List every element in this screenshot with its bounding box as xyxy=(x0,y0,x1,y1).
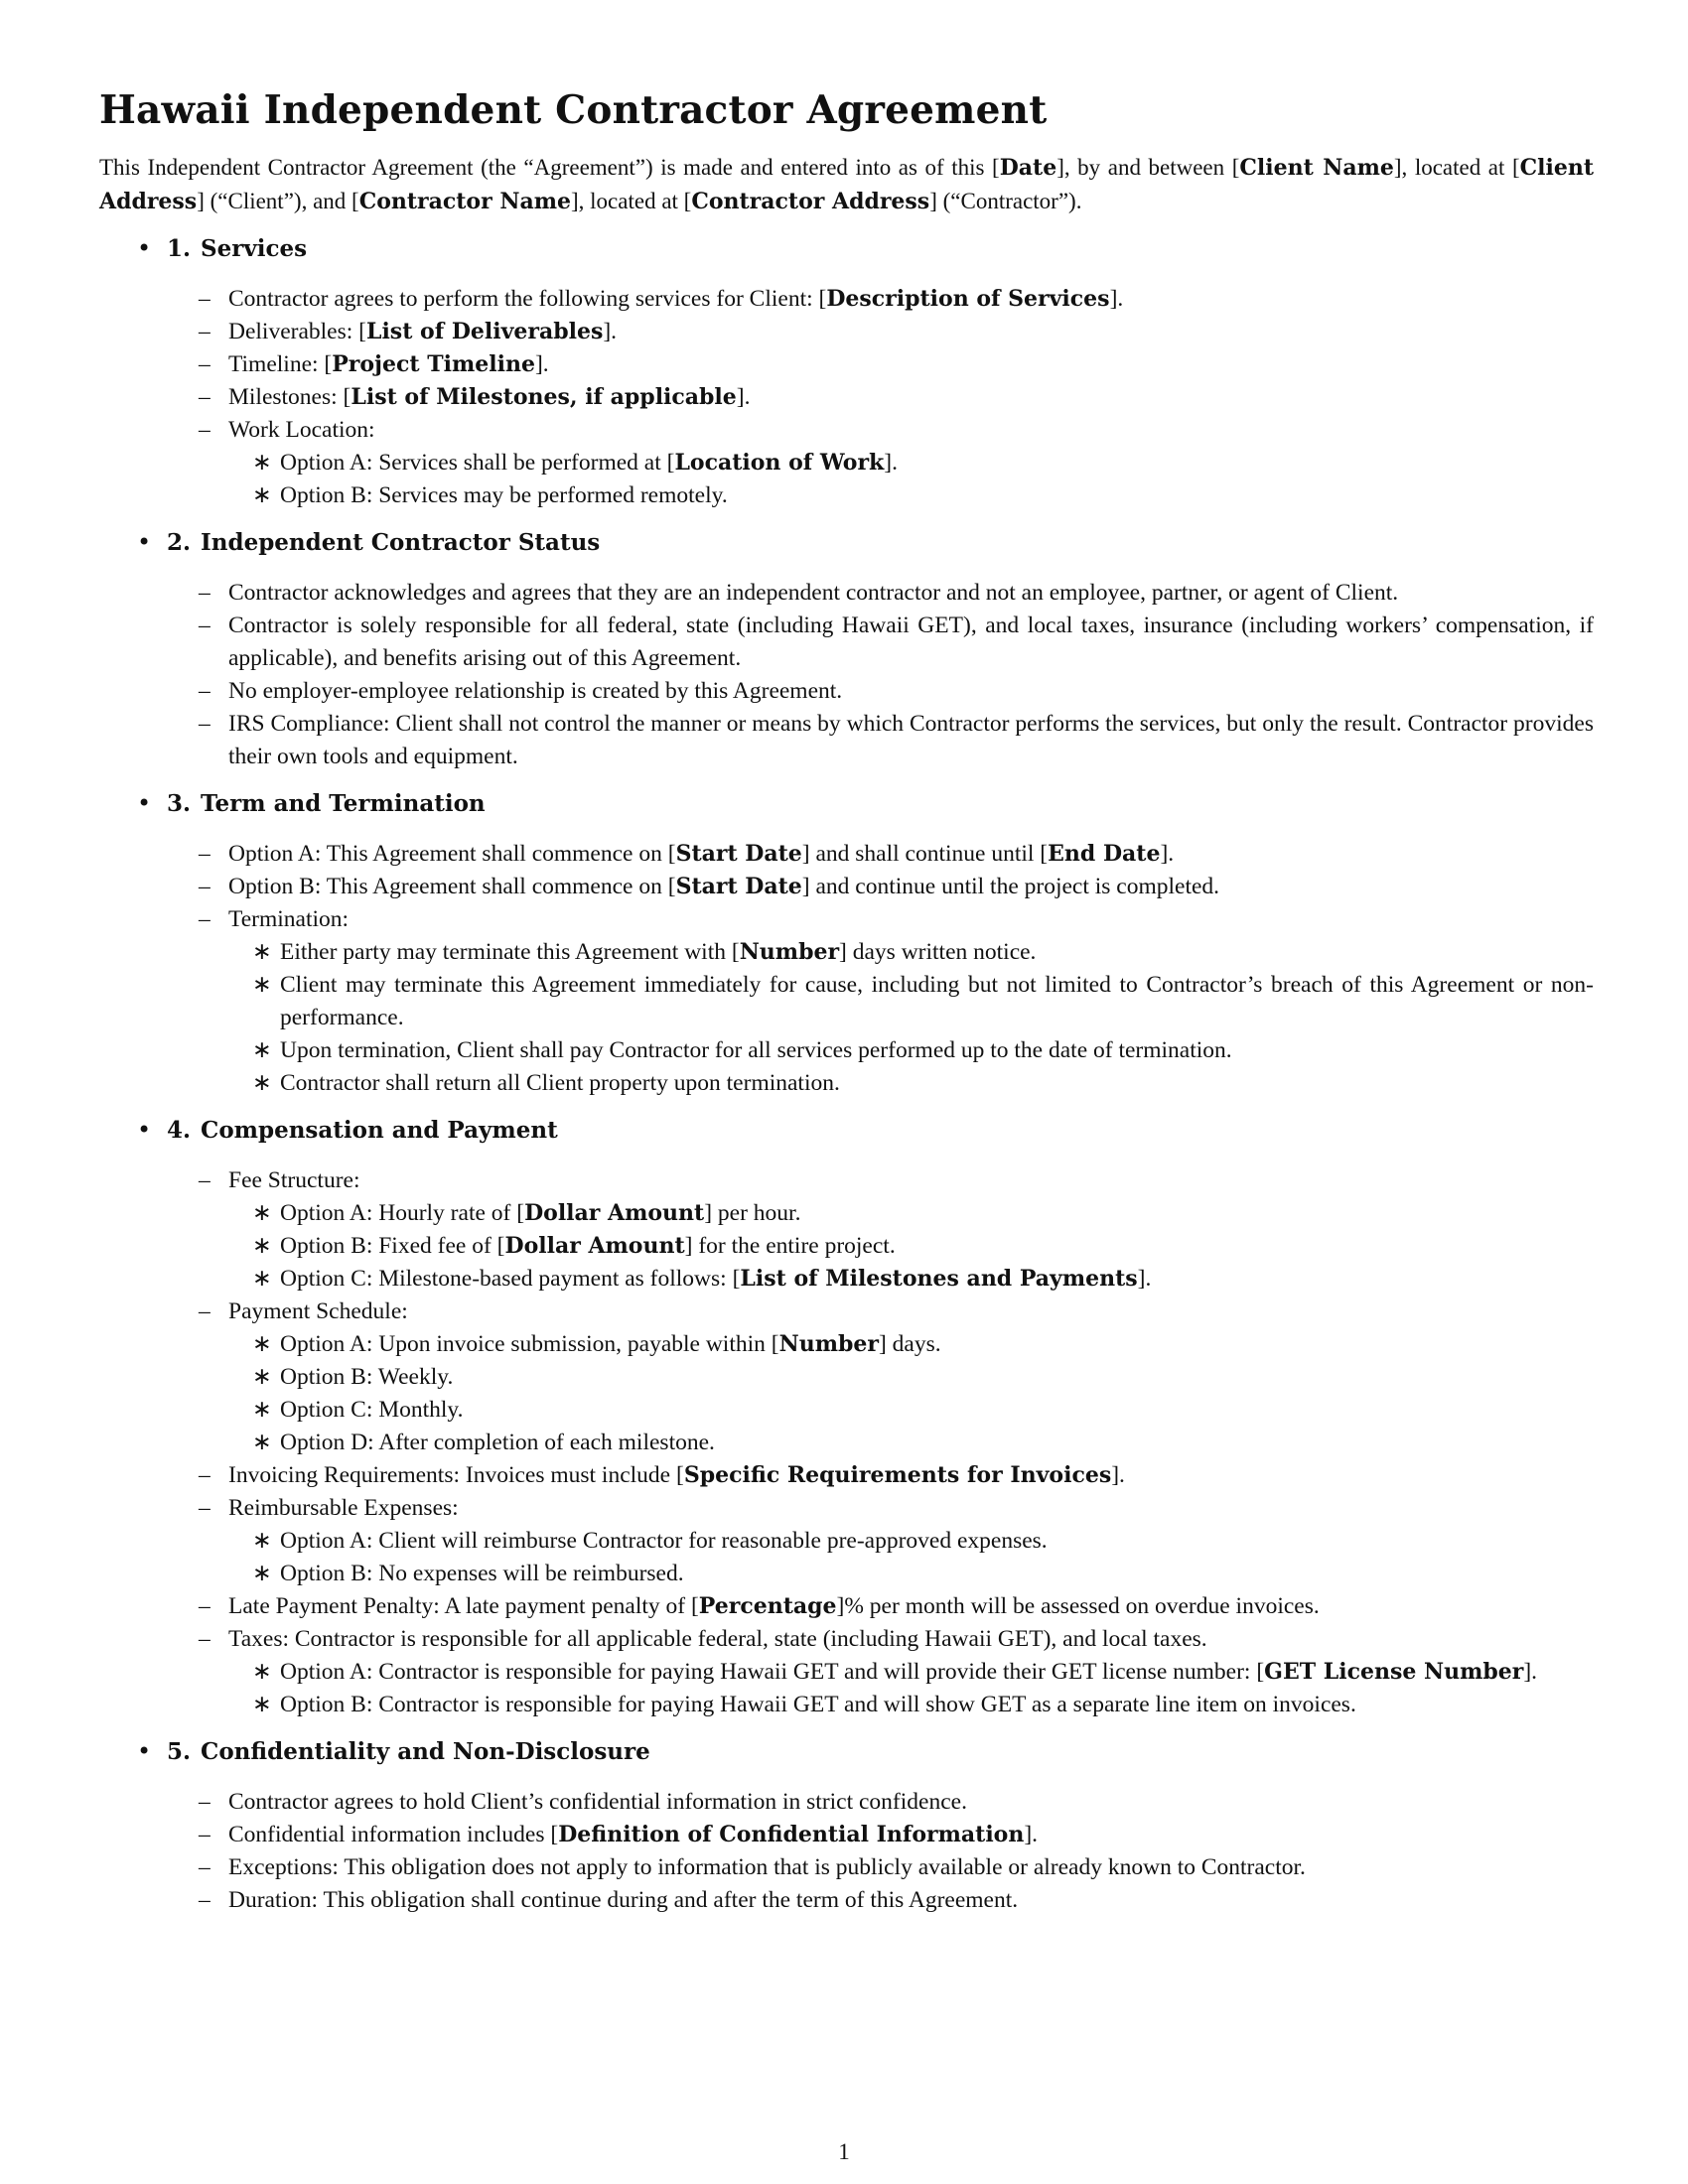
clause-item xyxy=(167,348,1594,381)
placeholder-field: Start Date xyxy=(675,841,802,867)
text-run: Contractor agrees to perform the following services for Client: [ xyxy=(228,286,827,312)
placeholder-field: List of Deliverables xyxy=(365,319,604,344)
placeholder-field: List of Milestones and Payments xyxy=(740,1266,1138,1292)
text-run: ] and shall continue until [ xyxy=(801,841,1049,867)
document-page xyxy=(99,87,1594,1917)
text-run: ]. xyxy=(884,450,898,476)
text-run: ] (“Contractor”). xyxy=(929,189,1082,213)
placeholder-field: Dollar Amount xyxy=(524,1200,705,1226)
text-run: Option B: Services may be performed remotely. xyxy=(280,482,728,508)
text-run: Milestones: [ xyxy=(228,384,352,410)
placeholder-field: Location of Work xyxy=(674,450,885,476)
text-run: Fee Structure: xyxy=(228,1167,360,1193)
option-item xyxy=(228,479,1594,512)
text-run: IRS Compliance: Client shall not control the manner or means by which Contractor performs the services, but only the result. Contractor provides their own tools and equipment. xyxy=(228,711,1594,769)
text-run: ]. xyxy=(1523,1659,1538,1685)
clause-item xyxy=(167,381,1594,414)
section-list xyxy=(99,232,1594,1917)
section-heading xyxy=(167,526,1594,559)
text-run: Late Payment Penalty: A late payment penalty of [ xyxy=(228,1593,699,1619)
option-list xyxy=(228,1656,1594,1721)
text-run: Deliverables: [ xyxy=(228,319,366,344)
text-run: Option B: Contractor is responsible for paying Hawaii GET and will show GET as a separate line item on invoices. xyxy=(280,1692,1356,1717)
placeholder-field: GET License Number xyxy=(1264,1659,1524,1685)
option-list xyxy=(228,1525,1594,1590)
placeholder-field: Definition of Confidential Information xyxy=(558,1822,1025,1847)
option-item xyxy=(228,1328,1594,1361)
text-run: Client may terminate this Agreement immediately for cause, including but not limited to Contractor’s breach of this Agreement or non-performance. xyxy=(280,972,1594,1030)
option-item xyxy=(228,1656,1594,1689)
option-item xyxy=(228,969,1594,1034)
placeholder-field: Project Timeline xyxy=(332,351,535,377)
text-run: Timeline: [ xyxy=(228,351,333,377)
placeholder-field: Contractor Name xyxy=(358,189,571,214)
section-title: Compensation and Payment xyxy=(201,1117,558,1144)
text-run: ] per hour. xyxy=(704,1200,801,1226)
clause-item xyxy=(167,708,1594,773)
clause-list xyxy=(167,1786,1594,1917)
section-title: Independent Contractor Status xyxy=(201,529,601,556)
text-run: Invoicing Requirements: Invoices must include [ xyxy=(228,1462,684,1488)
clause-item xyxy=(167,1884,1594,1917)
option-list xyxy=(228,1328,1594,1459)
placeholder-field: End Date xyxy=(1048,841,1161,867)
text-run: ], located at [ xyxy=(1393,155,1520,180)
section-3 xyxy=(99,787,1594,1100)
section-1 xyxy=(99,232,1594,512)
text-run: Payment Schedule: xyxy=(228,1298,408,1324)
clause-item xyxy=(167,414,1594,512)
text-run: This Independent Contractor Agreement (the “Agreement”) is made and entered into as of this [ xyxy=(99,155,1000,180)
clause-item xyxy=(167,283,1594,316)
clause-item xyxy=(167,1492,1594,1590)
text-run: ]. xyxy=(603,319,618,344)
text-run: Contractor acknowledges and agrees that they are an independent contractor and not an employee, partner, or agent of Client. xyxy=(228,580,1399,606)
text-run: Option A: Upon invoice submission, payable within [ xyxy=(280,1331,779,1357)
clause-item xyxy=(167,316,1594,348)
text-run: Contractor agrees to hold Client’s confidential information in strict confidence. xyxy=(228,1789,967,1815)
text-run: Termination: xyxy=(228,906,350,932)
intro-paragraph xyxy=(99,151,1594,218)
clause-item xyxy=(167,577,1594,610)
section-heading xyxy=(167,232,1594,265)
clause-item xyxy=(167,1819,1594,1851)
placeholder-field: Start Date xyxy=(675,874,802,899)
section-number: 4. xyxy=(167,1117,192,1144)
clause-item xyxy=(167,838,1594,871)
section-title: Confidentiality and Non-Disclosure xyxy=(201,1738,650,1765)
clause-list xyxy=(167,838,1594,1100)
placeholder-field: Number xyxy=(739,939,840,965)
option-item xyxy=(228,1558,1594,1590)
clause-item xyxy=(167,610,1594,675)
text-run: No employer-employee relationship is created by this Agreement. xyxy=(228,678,843,704)
placeholder-field: Dollar Amount xyxy=(504,1233,685,1259)
clause-item xyxy=(167,1459,1594,1492)
text-run: Option B: Weekly. xyxy=(280,1364,454,1390)
text-run: Option D: After completion of each milestone. xyxy=(280,1430,715,1455)
text-run: ] and continue until the project is completed. xyxy=(801,874,1220,899)
placeholder-field: Number xyxy=(778,1331,879,1357)
section-heading xyxy=(167,787,1594,820)
clause-item xyxy=(167,1164,1594,1296)
option-item xyxy=(228,1525,1594,1558)
text-run: Option C: Milestone-based payment as follows: [ xyxy=(280,1266,741,1292)
section-heading xyxy=(167,1114,1594,1147)
text-run: Contractor shall return all Client property upon termination. xyxy=(280,1070,840,1096)
text-run: ]. xyxy=(1160,841,1175,867)
section-4 xyxy=(99,1114,1594,1721)
section-title: Services xyxy=(201,235,308,262)
clause-item xyxy=(167,1590,1594,1623)
option-list xyxy=(228,447,1594,512)
text-run: Option A: Contractor is responsible for paying Hawaii GET and will provide their GET license number: [ xyxy=(280,1659,1265,1685)
text-run: Option B: Fixed fee of [ xyxy=(280,1233,505,1259)
text-run: ] for the entire project. xyxy=(684,1233,896,1259)
page-number: 1 xyxy=(838,2139,850,2164)
option-item xyxy=(228,1034,1594,1067)
text-run: Either party may terminate this Agreement with [ xyxy=(280,939,740,965)
text-run: Exceptions: This obligation does not apply to information that is publicly available or already known to Contractor. xyxy=(228,1854,1306,1880)
clause-item xyxy=(167,1296,1594,1459)
placeholder-field: Date xyxy=(999,155,1057,181)
option-item xyxy=(228,1230,1594,1263)
placeholder-field: Client Address xyxy=(99,155,1595,214)
option-list xyxy=(228,936,1594,1100)
text-run: ], by and between [ xyxy=(1056,155,1240,180)
placeholder-field: Specific Requirements for Invoices xyxy=(683,1462,1112,1488)
text-run: Confidential information includes [ xyxy=(228,1822,559,1847)
placeholder-field: Percentage xyxy=(698,1593,837,1619)
placeholder-field: List of Milestones, if applicable xyxy=(351,384,737,410)
text-run: Option A: Services shall be performed at [ xyxy=(280,450,675,476)
text-run: Work Location: xyxy=(228,417,375,443)
clause-item xyxy=(167,675,1594,708)
option-item xyxy=(228,1263,1594,1296)
text-run: Option C: Monthly. xyxy=(280,1397,464,1423)
text-run: ]. xyxy=(1024,1822,1039,1847)
text-run: Upon termination, Client shall pay Contractor for all services performed up to the date of termination. xyxy=(280,1037,1232,1063)
clause-item xyxy=(167,1623,1594,1721)
text-run: ]. xyxy=(1137,1266,1152,1292)
clause-list xyxy=(167,1164,1594,1721)
text-run: ] days written notice. xyxy=(839,939,1037,965)
option-list xyxy=(228,1197,1594,1296)
text-run: Option A: Hourly rate of [ xyxy=(280,1200,525,1226)
text-run: Reimbursable Expenses: xyxy=(228,1495,459,1521)
option-item xyxy=(228,936,1594,969)
option-item xyxy=(228,1361,1594,1394)
text-run: Option B: This Agreement shall commence on [ xyxy=(228,874,676,899)
text-run: ]. xyxy=(534,351,549,377)
text-run: ] days. xyxy=(878,1331,941,1357)
text-run: Duration: This obligation shall continue during and after the term of this Agreement. xyxy=(228,1887,1019,1913)
option-item xyxy=(228,1689,1594,1721)
text-run: Option A: This Agreement shall commence on [ xyxy=(228,841,676,867)
clause-item xyxy=(167,871,1594,903)
text-run: ]. xyxy=(1111,1462,1125,1488)
option-item xyxy=(228,1197,1594,1230)
placeholder-field: Client Name xyxy=(1239,155,1394,181)
text-run: ] (“Client”), and [ xyxy=(197,189,359,213)
section-number: 5. xyxy=(167,1738,192,1765)
section-number: 2. xyxy=(167,529,192,556)
text-run: ]. xyxy=(736,384,751,410)
option-item xyxy=(228,447,1594,479)
placeholder-field: Description of Services xyxy=(826,286,1110,312)
text-run: Taxes: Contractor is responsible for all applicable federal, state (including Hawaii GET), and local taxes. xyxy=(228,1626,1207,1652)
clause-list xyxy=(167,577,1594,773)
clause-item xyxy=(167,903,1594,1100)
option-item xyxy=(228,1427,1594,1459)
section-5 xyxy=(99,1735,1594,1917)
section-title: Term and Termination xyxy=(201,790,486,817)
option-item xyxy=(228,1067,1594,1100)
text-run: Contractor is solely responsible for all federal, state (including Hawaii GET), and local taxes, insurance (including workers’ compensation, if applicable), and benefits arising out of this Agreement. xyxy=(228,613,1594,671)
placeholder-field: Contractor Address xyxy=(691,189,930,214)
text-run: ]. xyxy=(1109,286,1124,312)
section-number: 3. xyxy=(167,790,192,817)
clause-item xyxy=(167,1851,1594,1884)
option-item xyxy=(228,1394,1594,1427)
text-run: Option B: No expenses will be reimbursed. xyxy=(280,1561,684,1586)
clause-item xyxy=(167,1786,1594,1819)
text-run: ], located at [ xyxy=(571,189,692,213)
section-heading xyxy=(167,1735,1594,1768)
section-number: 1. xyxy=(167,235,192,262)
text-run: ]% per month will be assessed on overdue invoices. xyxy=(836,1593,1320,1619)
text-run: Option A: Client will reimburse Contractor for reasonable pre-approved expenses. xyxy=(280,1528,1048,1554)
section-2 xyxy=(99,526,1594,773)
document-title: Hawaii Independent Contractor Agreement xyxy=(99,87,1048,133)
clause-list xyxy=(167,283,1594,512)
